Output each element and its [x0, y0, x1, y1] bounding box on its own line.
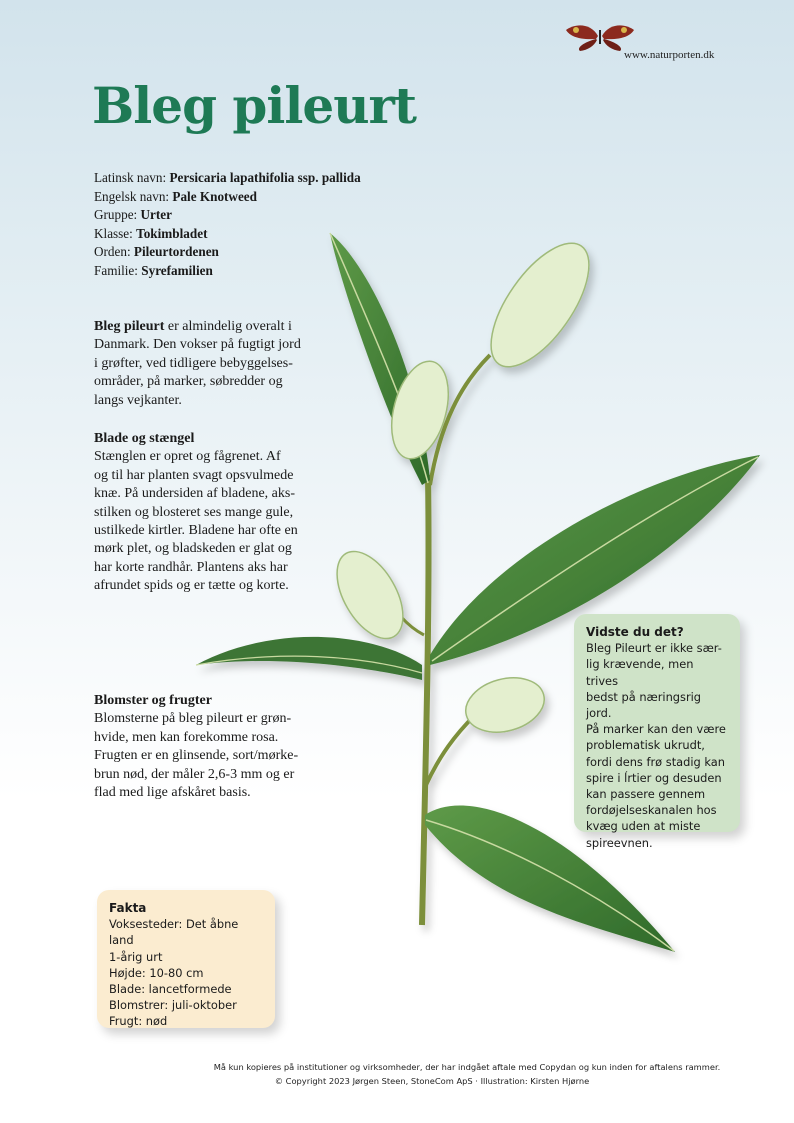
- section-heading: Blade og stængel: [94, 431, 195, 446]
- taxonomy-row: Engelsk navn: Pale Knotweed: [94, 188, 257, 204]
- taxonomy-row: Orden: Pileurtordenen: [94, 244, 219, 260]
- site-url[interactable]: www.naturporten.dk: [624, 49, 715, 61]
- blade-section: Blade og stængel Stænglen er opret og fågrenet. Af og til har planten svagt opsvulmede knæ. På undersiden af bladene, aks- stilken og blosteret ses mange gule, ustilkede kirtler. Bladene har ofte en mørk plet, og bladskeden er glat og har korte randhår. Plantens aks har afrundet spids og er tætte og korte.: [94, 430, 344, 596]
- fakta-box: Fakta Voksesteder: Det åbne land 1-årig urt Højde: 10-80 cm Blade: lancetformede Blomstrer: juli-oktober Frugt: nød: [97, 890, 275, 1028]
- page-title: Bleg pileurt: [92, 76, 416, 135]
- taxonomy-row: Latinsk navn: Persicaria lapathifolia ssp. pallida: [94, 170, 361, 185]
- blomster-section: Blomster og frugter Blomsterne på bleg pileurt er grøn- hvide, men kan forekomme rosa. Frugten er en glinsende, sort/mørke- brun nød, der måler 2,6-3 mm og er flad med lige afskåret basis.: [94, 692, 344, 802]
- section-heading: Blomster og frugter: [94, 693, 212, 708]
- copyright-notice: Må kun kopieres på institutioner og virksomheder, der har indgået aftale med Copydan og kun inden for aftalens rammer.: [213, 1062, 721, 1072]
- taxonomy-row: Gruppe: Urter: [94, 207, 172, 223]
- did-you-know-box: Vidste du det? Bleg Pileurt er ikke sær- lig krævende, men trives bedst på næringsrig jord. På marker kan den være problematisk ukrudt, fordi dens frø stadig kan spire i ĺrtier og desuden kan passere gennem fordøjelseskanalen hos kvæg uden at miste spireevnen.: [574, 614, 740, 832]
- taxonomy-row: Familie: Syrefamilien: [94, 262, 213, 278]
- copyright-line: © Copyright 2023 Jørgen Steen, StoneCom ApS · Illustration: Kirsten Hjørne: [274, 1076, 590, 1086]
- box-heading: Vidste du det?: [586, 625, 684, 639]
- intro-paragraph: Bleg pileurt er almindelig overalt i Danmark. Den vokser på fugtigt jord i grøfter, ved tidligere bebyggelses- områder, på marker, søbredder og langs vejkanter.: [94, 319, 301, 408]
- taxonomy-row: Klasse: Tokimbladet: [94, 225, 208, 241]
- box-heading: Fakta: [109, 901, 147, 915]
